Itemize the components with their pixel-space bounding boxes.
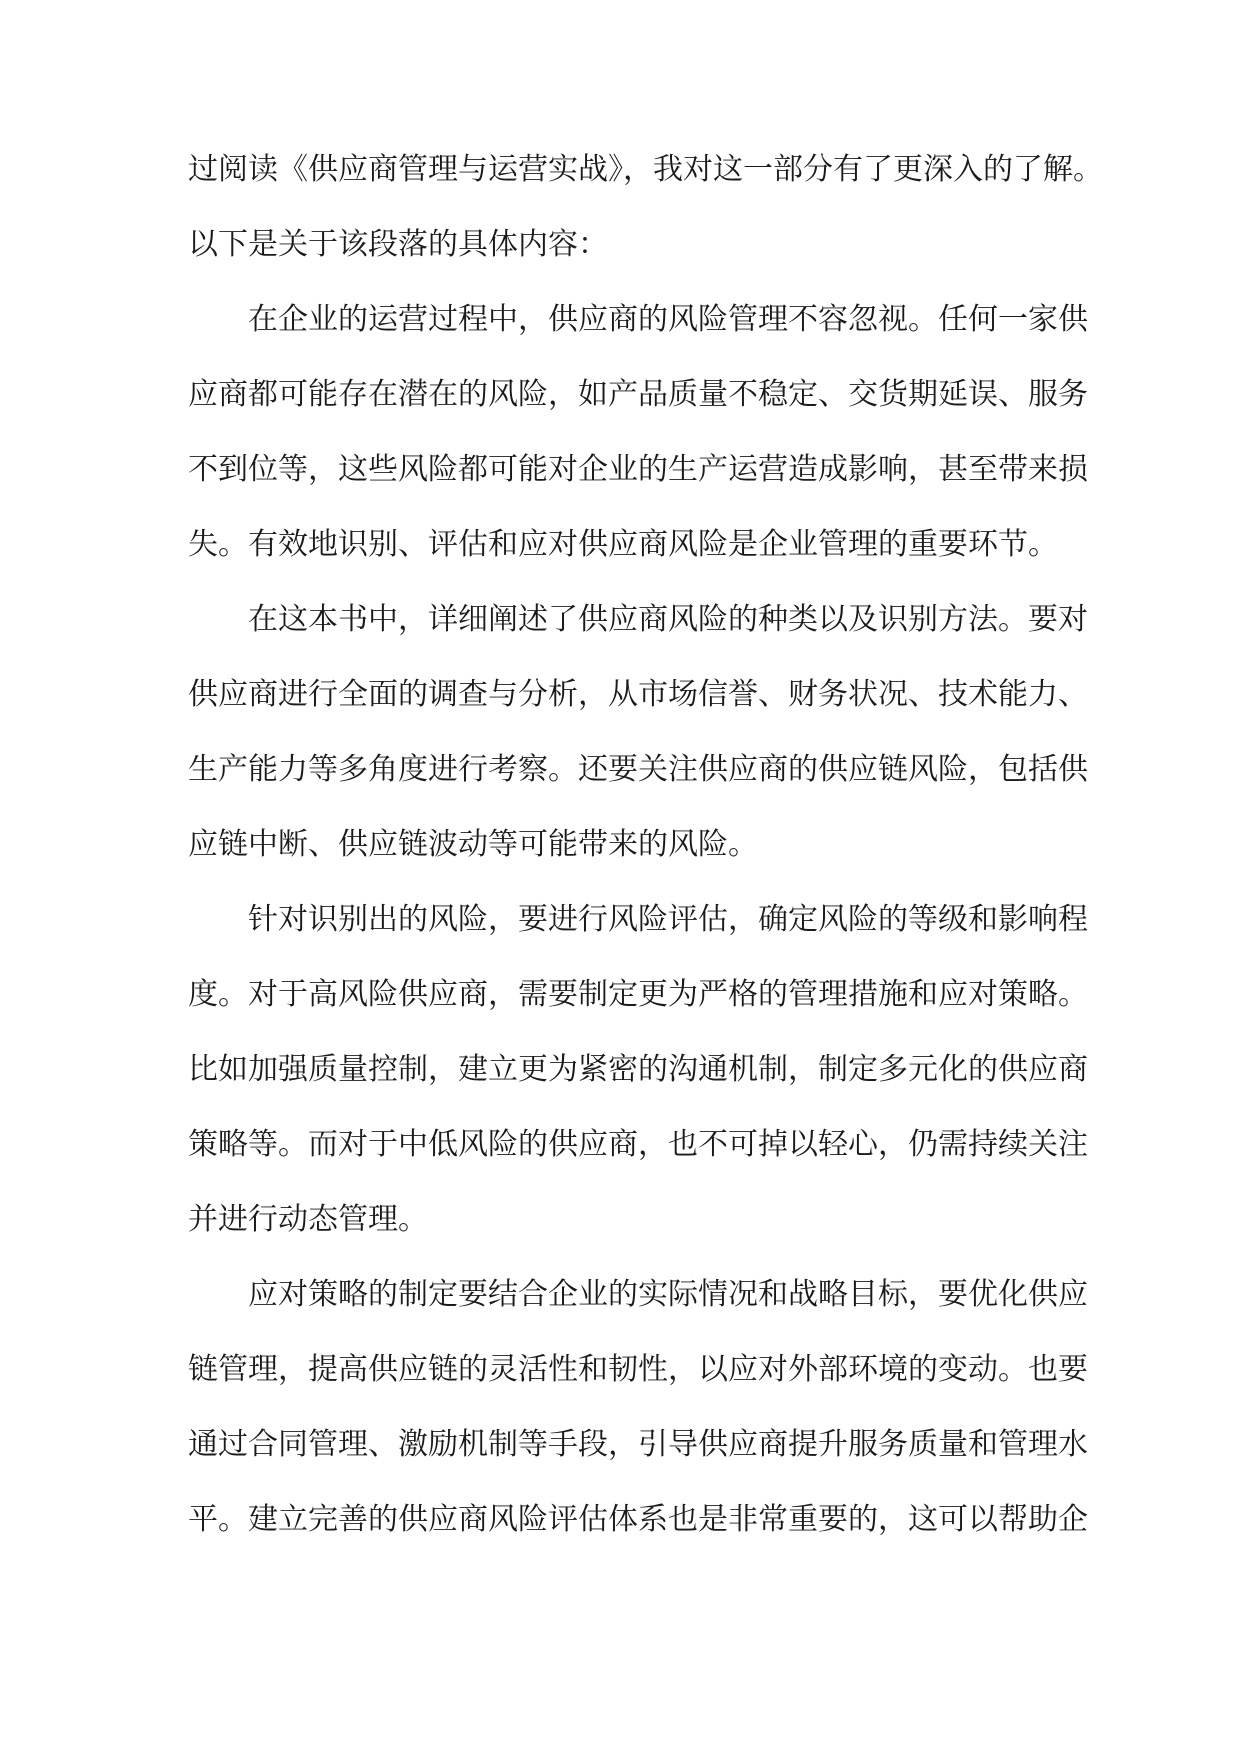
text-line: 链管理，提高供应链的灵活性和韧性，以应对外部环境的变动。也要: [188, 1352, 1088, 1387]
text-line: 失。有效地识别、评估和应对供应商风险是企业管理的重要环节。: [188, 527, 1058, 562]
text-line: 在这本书中，详细阐述了供应商风险的种类以及识别方法。要对: [188, 602, 1088, 637]
text-line: 策略等。而对于中低风险的供应商，也不可掉以轻心，仍需持续关注: [188, 1127, 1088, 1162]
text-line: 以下是关于该段落的具体内容：: [188, 227, 608, 262]
text-line: 生产能力等多角度进行考察。还要关注供应商的供应链风险，包括供: [188, 752, 1088, 787]
text-line: 应链中断、供应链波动等可能带来的风险。: [188, 827, 758, 862]
text-line: 在企业的运营过程中，供应商的风险管理不容忽视。任何一家供: [188, 302, 1088, 337]
text-line: 应对策略的制定要结合企业的实际情况和战略目标，要优化供应: [188, 1277, 1088, 1312]
text-line: 应商都可能存在潜在的风险，如产品质量不稳定、交货期延误、服务: [188, 377, 1088, 412]
text-line: 并进行动态管理。: [188, 1202, 428, 1237]
text-line: 针对识别出的风险，要进行风险评估，确定风险的等级和影响程: [188, 902, 1088, 937]
text-line: 不到位等，这些风险都可能对企业的生产运营造成影响，甚至带来损: [188, 452, 1088, 487]
text-line: 过阅读《供应商管理与运营实战》，我对这一部分有了更深入的了解。: [188, 152, 1103, 187]
text-line: 度。对于高风险供应商，需要制定更为严格的管理措施和应对策略。: [188, 977, 1088, 1012]
text-line: 供应商进行全面的调查与分析，从市场信誉、财务状况、技术能力、: [188, 677, 1088, 712]
text-line: 通过合同管理、激励机制等手段，引导供应商提升服务质量和管理水: [188, 1427, 1088, 1462]
text-line: 比如加强质量控制，建立更为紧密的沟通机制，制定多元化的供应商: [188, 1052, 1088, 1087]
text-line: 平。建立完善的供应商风险评估体系也是非常重要的，这可以帮助企: [188, 1502, 1088, 1537]
body-text: [188, 140, 1103, 1565]
